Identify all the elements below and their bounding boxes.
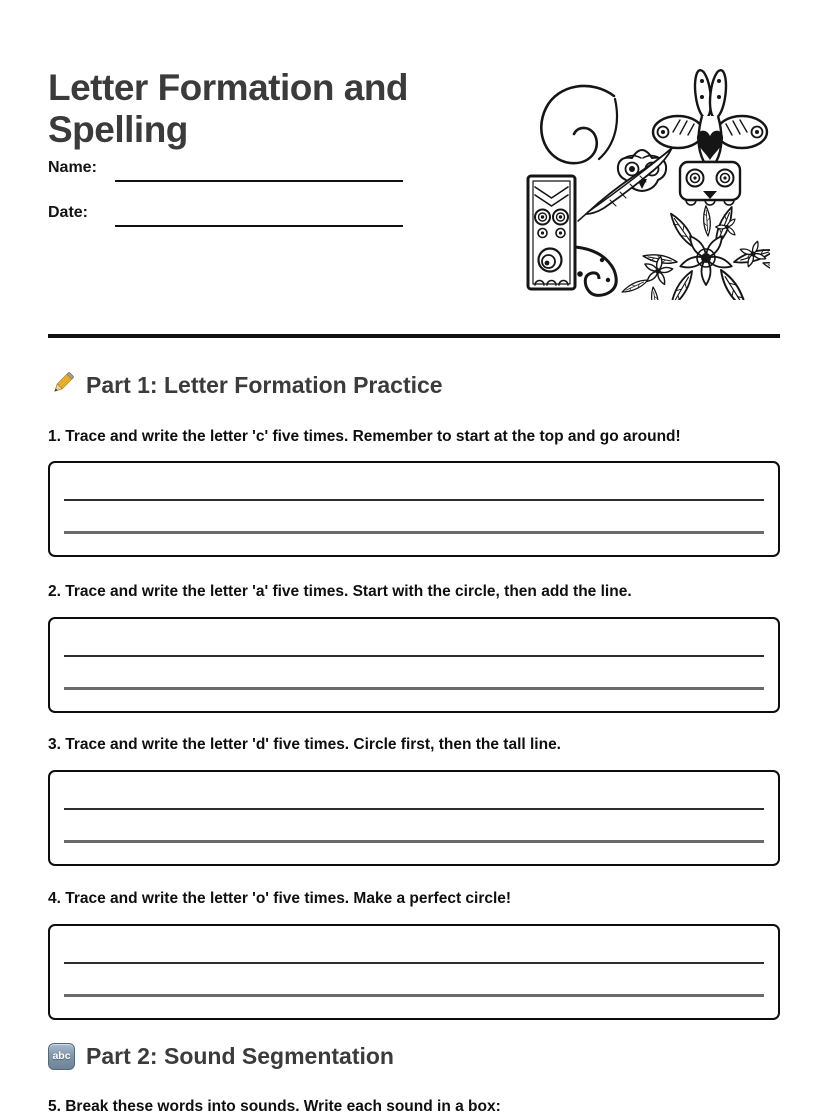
abc-icon-label: abc bbox=[52, 1050, 71, 1063]
practice-guide-line bbox=[64, 687, 764, 690]
flower-cluster-icon bbox=[621, 205, 770, 300]
name-label: Name: bbox=[48, 159, 97, 176]
tiki-carving-icon bbox=[528, 176, 616, 295]
exercise-1-instruction: 1. Trace and write the letter 'c' five times. Remember to start at the top and go around! bbox=[48, 428, 681, 445]
exercise-4-instruction: 4. Trace and write the letter 'o' five times. Make a perfect circle! bbox=[48, 890, 512, 907]
owl-feather-icon bbox=[578, 148, 672, 221]
practice-guide-line bbox=[64, 499, 764, 501]
exercise-3-instruction: 3. Trace and write the letter 'd' five times. Circle first, then the tall line. bbox=[48, 736, 561, 753]
practice-guide-line bbox=[64, 994, 764, 997]
exercise-4-practice-box[interactable] bbox=[48, 924, 780, 1020]
date-label: Date: bbox=[48, 204, 89, 221]
exercise-5-instruction: 5. Break these words into sounds. Write each sound in a box: bbox=[48, 1098, 501, 1115]
exercise-2-practice-box[interactable] bbox=[48, 617, 780, 713]
part1-heading bbox=[48, 372, 443, 399]
maori-decoration-illustration bbox=[520, 64, 770, 300]
exercise-3-practice-box[interactable] bbox=[48, 770, 780, 866]
practice-guide-line bbox=[64, 808, 764, 810]
practice-guide-line bbox=[64, 655, 764, 657]
part2-heading-label: Part 2: Sound Segmentation bbox=[86, 1043, 394, 1069]
exercise-1-practice-box[interactable] bbox=[48, 461, 780, 557]
practice-guide-line bbox=[64, 840, 764, 843]
practice-guide-line bbox=[64, 962, 764, 964]
page-title: Letter Formation and Spelling bbox=[48, 66, 409, 150]
pencil-icon bbox=[48, 372, 75, 399]
koru-spiral-icon bbox=[541, 86, 617, 163]
part2-heading bbox=[48, 1043, 394, 1070]
exercise-2-instruction: 2. Trace and write the letter 'a' five times. Start with the circle, then add the line. bbox=[48, 583, 632, 600]
practice-guide-line bbox=[64, 531, 764, 534]
tekoteko-figure-icon bbox=[653, 69, 767, 205]
section-divider bbox=[48, 334, 780, 338]
date-write-line[interactable] bbox=[115, 225, 403, 227]
name-write-line[interactable] bbox=[115, 180, 403, 182]
part1-heading-label: Part 1: Letter Formation Practice bbox=[86, 372, 443, 398]
abc-input-icon bbox=[48, 1043, 75, 1070]
